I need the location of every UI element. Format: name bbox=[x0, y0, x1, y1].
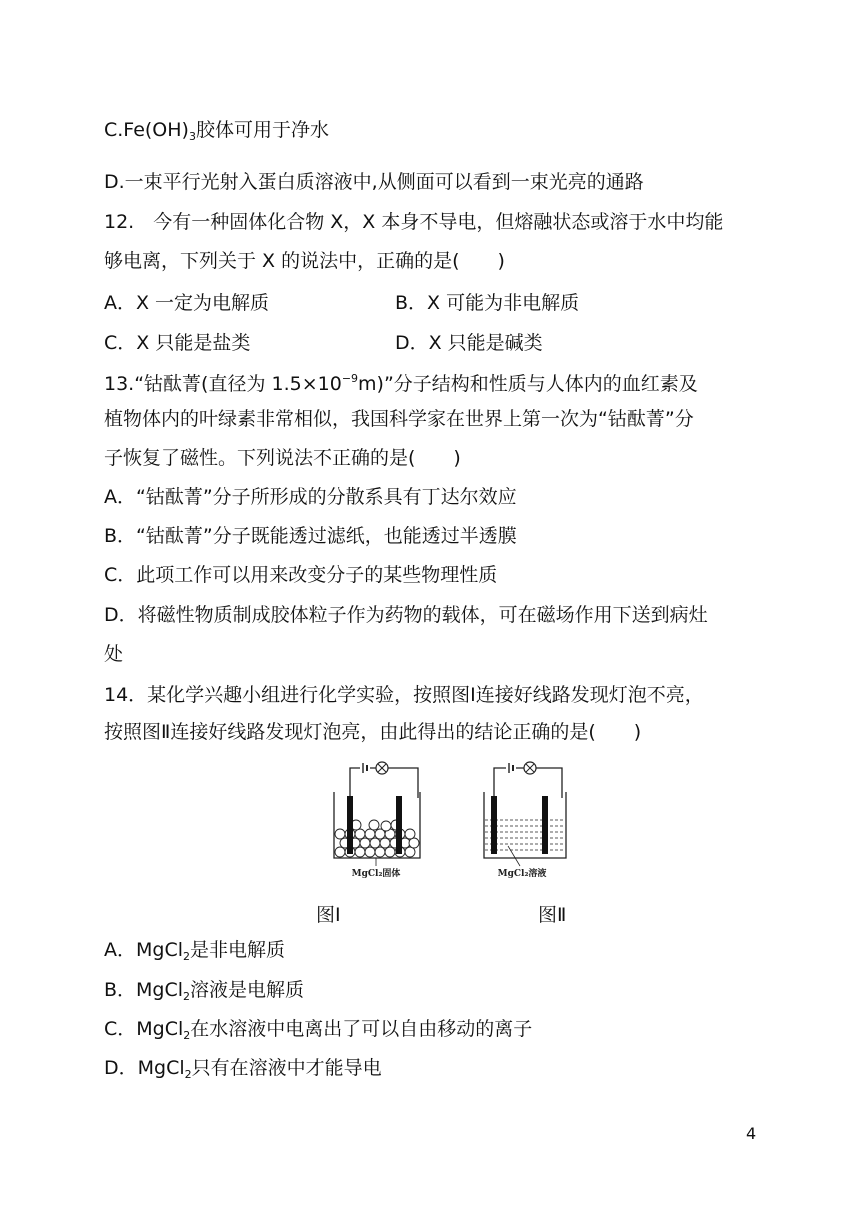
q13-option-c: C．此项工作可以用来改变分子的某些物理性质 bbox=[104, 564, 498, 586]
q13-stem-text: 13.“钴酞菁(直径为 1.5×10 bbox=[104, 373, 342, 395]
q13-exponent: −9 bbox=[341, 372, 359, 385]
q12-option-a: A．X 一定为电解质 bbox=[104, 292, 270, 314]
q11-c-subscript: 3 bbox=[188, 130, 196, 143]
q12-option-d: D．X 只能是碱类 bbox=[395, 332, 543, 354]
q14-d-text: D．MgCl bbox=[104, 1057, 185, 1079]
q14-c-subscript: 2 bbox=[183, 1029, 191, 1042]
q14-stem-line2: 按照图Ⅱ连接好线路发现灯泡亮，由此得出的结论正确的是( ) bbox=[104, 721, 642, 743]
q13-option-d-line1: D．将磁性物质制成胶体粒子作为药物的载体，可在磁场作用下送到病灶 bbox=[104, 604, 708, 626]
q14-option-d bbox=[104, 1056, 382, 1087]
figure-2-solution bbox=[474, 758, 578, 889]
q14-b-text: B．MgCl bbox=[104, 979, 184, 1001]
q14-option-c bbox=[104, 1017, 532, 1048]
q12-stem-line2: 够电离，下列关于 X 的说法中，正确的是( ) bbox=[104, 250, 505, 272]
q12-option-c: C．X 只能是盐类 bbox=[104, 332, 251, 354]
q14-option-a bbox=[104, 938, 285, 969]
q14-b-text-tail: 溶液是电解质 bbox=[190, 979, 305, 1001]
q13-stem-line2: 植物体内的叶绿素非常相似，我国科学家在世界上第一次为“钴酞菁”分 bbox=[104, 408, 694, 430]
figure-1-label: MgCl₂固体 bbox=[351, 869, 401, 879]
q14-stem-line1: 14．某化学兴趣小组进行化学实验，按照图Ⅰ连接好线路发现灯泡不亮， bbox=[104, 684, 704, 706]
figure-1-solid bbox=[326, 758, 430, 889]
q14-a-text: A．MgCl bbox=[104, 939, 183, 961]
page-number: 4 bbox=[746, 1124, 757, 1143]
q13-stem-text-tail: m)”分子结构和性质与人体内的血红素及 bbox=[358, 373, 698, 395]
q13-option-d-line2: 处 bbox=[104, 643, 124, 665]
q11-c-text: C.Fe(OH) bbox=[104, 119, 189, 141]
q13-stem-line3: 子恢复了磁性。下列说法不正确的是( ) bbox=[104, 447, 461, 469]
figure-2-caption: 图Ⅱ bbox=[538, 904, 567, 926]
q14-b-subscript: 2 bbox=[183, 990, 191, 1003]
circuit-solid-diagram bbox=[326, 758, 430, 884]
q14-d-subscript: 2 bbox=[184, 1068, 192, 1081]
q11-c-text-tail: 胶体可用于净水 bbox=[195, 119, 329, 141]
q11-option-d: D.一束平行光射入蛋白质溶液中,从侧面可以看到一束光亮的通路 bbox=[104, 171, 644, 193]
q13-option-a: A．“钴酞菁”分子所形成的分散系具有丁达尔效应 bbox=[104, 486, 517, 508]
q14-a-text-tail: 是非电解质 bbox=[190, 939, 286, 961]
figure-1-caption: 图Ⅰ bbox=[316, 904, 341, 926]
figure-2-label: MgCl₂溶液 bbox=[497, 869, 547, 879]
q14-c-text: C．MgCl bbox=[104, 1018, 184, 1040]
q14-c-text-tail: 在水溶液中电离出了可以自由移动的离子 bbox=[190, 1018, 533, 1040]
q14-a-subscript: 2 bbox=[183, 950, 190, 963]
q14-option-b bbox=[104, 978, 304, 1009]
q13-option-b: B．“钴酞菁”分子既能透过滤纸，也能透过半透膜 bbox=[104, 525, 517, 547]
circuit-solution-diagram bbox=[474, 758, 578, 884]
q12-option-b: B．X 可能为非电解质 bbox=[395, 292, 580, 314]
q12-stem-line1: 12. 今有一种固体化合物 X，X 本身不导电，但熔融状态或溶于水中均能 bbox=[104, 211, 724, 233]
q14-d-text-tail: 只有在溶液中才能导电 bbox=[191, 1057, 382, 1079]
q13-stem-line1 bbox=[104, 367, 698, 396]
q11-option-c bbox=[104, 118, 329, 149]
